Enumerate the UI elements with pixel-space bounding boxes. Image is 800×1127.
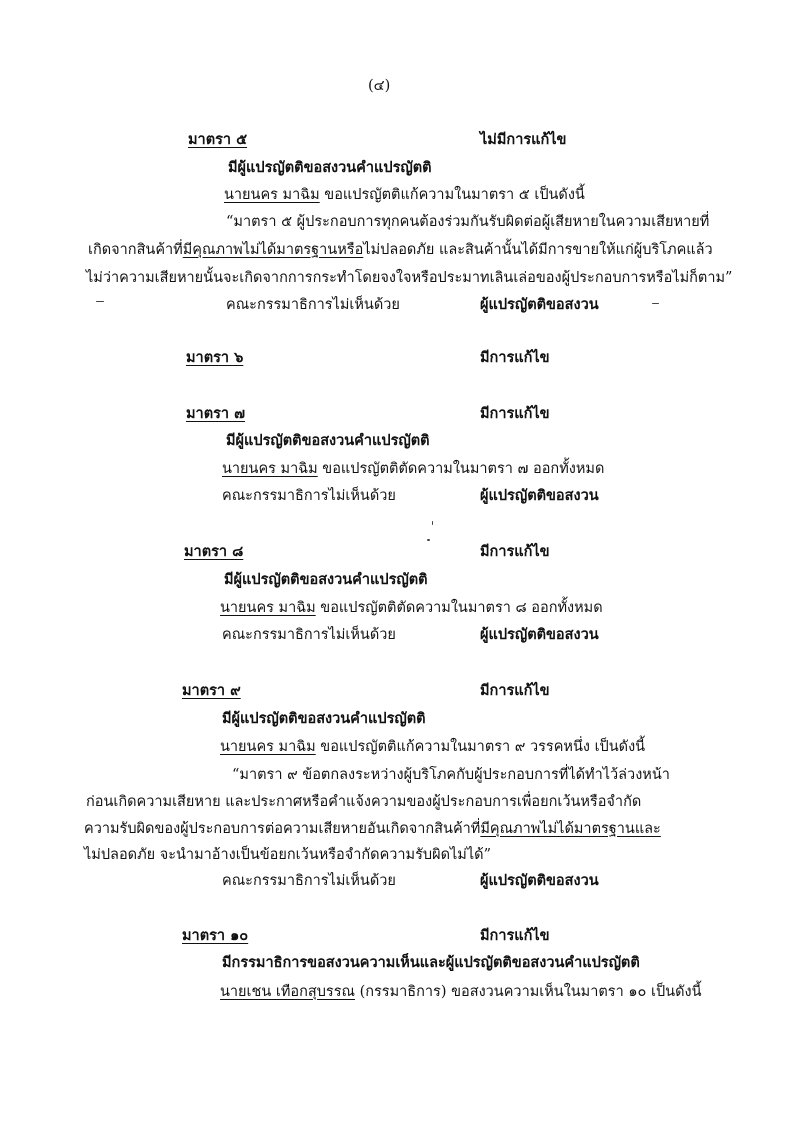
section-9-quote-line-3 — [84, 819, 661, 839]
scan-speck — [427, 539, 430, 541]
request-text: ขอแปรญัตติตัดความในมาตรา ๘ ออกทั้งหมด — [315, 600, 603, 616]
quote-text: เกิดจากสินค้าที่ — [88, 242, 183, 258]
quote-underlined-text: มีคุณภาพไม่ได้มาตรฐานและ — [480, 821, 661, 837]
section-7-reservation-note: มีผู้แปรญัตติขอสงวนคำแปรญัตติ — [226, 432, 430, 449]
scan-speck — [96, 301, 104, 302]
section-8-amendment-request — [220, 598, 603, 618]
section-8-heading: มาตรา ๘ — [184, 543, 244, 560]
member-name: นายนคร มาฉิม — [220, 739, 316, 755]
section-7-heading: มาตรา ๗ — [186, 405, 245, 422]
section-10-amendment-request — [220, 982, 701, 1002]
member-name: นายนคร มาฉิม — [222, 461, 318, 477]
quote-text: ความรับผิดของผู้ประกอบการต่อความเสียหายอันเกิดจากสินค้าที่ — [84, 821, 481, 837]
section-8-reserver: ผู้แปรญัตติขอสงวน — [480, 626, 599, 643]
section-7-status: มีการแก้ไข — [480, 405, 550, 422]
request-text: ขอแปรญัตติตัดความในมาตรา ๗ ออกทั้งหมด — [317, 461, 605, 477]
section-5-quote-line-1: “มาตรา ๕ ผู้ประกอบการทุกคนต้องร่วมกันรับผิดต่อผู้เสียหายในความเสียหายที่ — [226, 214, 710, 230]
section-7-reserver: ผู้แปรญัตติขอสงวน — [480, 487, 599, 504]
section-5-quote-line-2 — [88, 240, 713, 260]
scan-speck — [652, 303, 659, 304]
page-number: (๔) — [368, 78, 391, 94]
request-text: (กรรมาธิการ) ขอสงวนความเห็นในมาตรา ๑๐ เป็นดังนี้ — [354, 984, 702, 1000]
section-8-status: มีการแก้ไข — [480, 543, 550, 560]
section-5-reserver: ผู้แปรญัตติขอสงวน — [480, 296, 599, 313]
member-name: นายนคร มาฉิม — [224, 187, 320, 203]
section-9-status: มีการแก้ไข — [480, 682, 550, 699]
section-9-reservation-note: มีผู้แปรญัตติขอสงวนคำแปรญัตติ — [222, 710, 426, 727]
section-5-committee-opinion: คณะกรรมาธิการไม่เห็นด้วย — [226, 297, 400, 313]
section-8-reservation-note: มีผู้แปรญัตติขอสงวนคำแปรญัตติ — [224, 571, 428, 588]
section-8-committee-opinion: คณะกรรมาธิการไม่เห็นด้วย — [222, 627, 396, 643]
section-7-committee-opinion: คณะกรรมาธิการไม่เห็นด้วย — [222, 488, 396, 504]
section-9-reserver: ผู้แปรญัตติขอสงวน — [480, 872, 599, 889]
member-name: นายนคร มาฉิม — [220, 600, 316, 616]
section-5-quote-line-3: ไม่ว่าความเสียหายนั้นจะเกิดจากการกระทำโดยจงใจหรือประมาทเลินเล่อของผู้ประกอบการหรือไม่ก็ตาม” — [86, 270, 733, 286]
section-5-heading: มาตรา ๕ — [188, 131, 248, 148]
section-9-heading: มาตรา ๙ — [182, 682, 241, 699]
section-9-quote-line-1: “มาตรา ๙ ข้อตกลงระหว่างผู้บริโภคกับผู้ประกอบการที่ได้ทำไว้ล่วงหน้า — [232, 767, 670, 783]
section-9-committee-opinion: คณะกรรมาธิการไม่เห็นด้วย — [222, 873, 396, 889]
section-9-amendment-request — [220, 737, 645, 757]
section-10-heading: มาตรา ๑๐ — [182, 927, 249, 944]
section-9-quote-line-4: ไม่ปลอดภัย จะนำมาอ้างเป็นข้อยกเว้นหรือจำกัดความรับผิดไม่ได้” — [84, 847, 491, 863]
section-5-reservation-note: มีผู้แปรญัตติขอสงวนคำแปรญัตติ — [228, 159, 432, 176]
quote-underlined-text: มีคุณภาพไม่ได้มาตรฐานหรือ — [182, 242, 364, 258]
section-6-heading: มาตรา ๖ — [186, 349, 244, 366]
section-10-reservation-note: มีกรรมาธิการขอสงวนความเห็นและผู้แปรญัตติขอสงวนคำแปรญัตติ — [222, 954, 640, 971]
section-6-status: มีการแก้ไข — [480, 349, 550, 366]
section-5-amendment-request — [224, 185, 585, 205]
section-10-status: มีการแก้ไข — [480, 927, 550, 944]
request-text: ขอแปรญัตติแก้ความในมาตรา ๕ เป็นดังนี้ — [319, 187, 585, 203]
request-text: ขอแปรญัตติแก้ความในมาตรา ๙ วรรคหนึ่ง เป็นดังนี้ — [315, 739, 646, 755]
section-9-quote-line-2: ก่อนเกิดความเสียหาย และประกาศหรือคำแจ้งความของผู้ประกอบการเพื่อยกเว้นหรือจำกัด — [86, 794, 642, 810]
section-7-amendment-request — [222, 459, 604, 479]
section-5-status: ไม่มีการแก้ไข — [480, 131, 567, 148]
quote-text: ไม่ปลอดภัย และสินค้านั้นได้มีการขายให้แก่ผู้บริโภคแล้ว — [363, 242, 713, 258]
member-name: นายเชน เทือกสุบรรณ — [220, 984, 355, 1000]
scan-speck — [432, 521, 433, 525]
